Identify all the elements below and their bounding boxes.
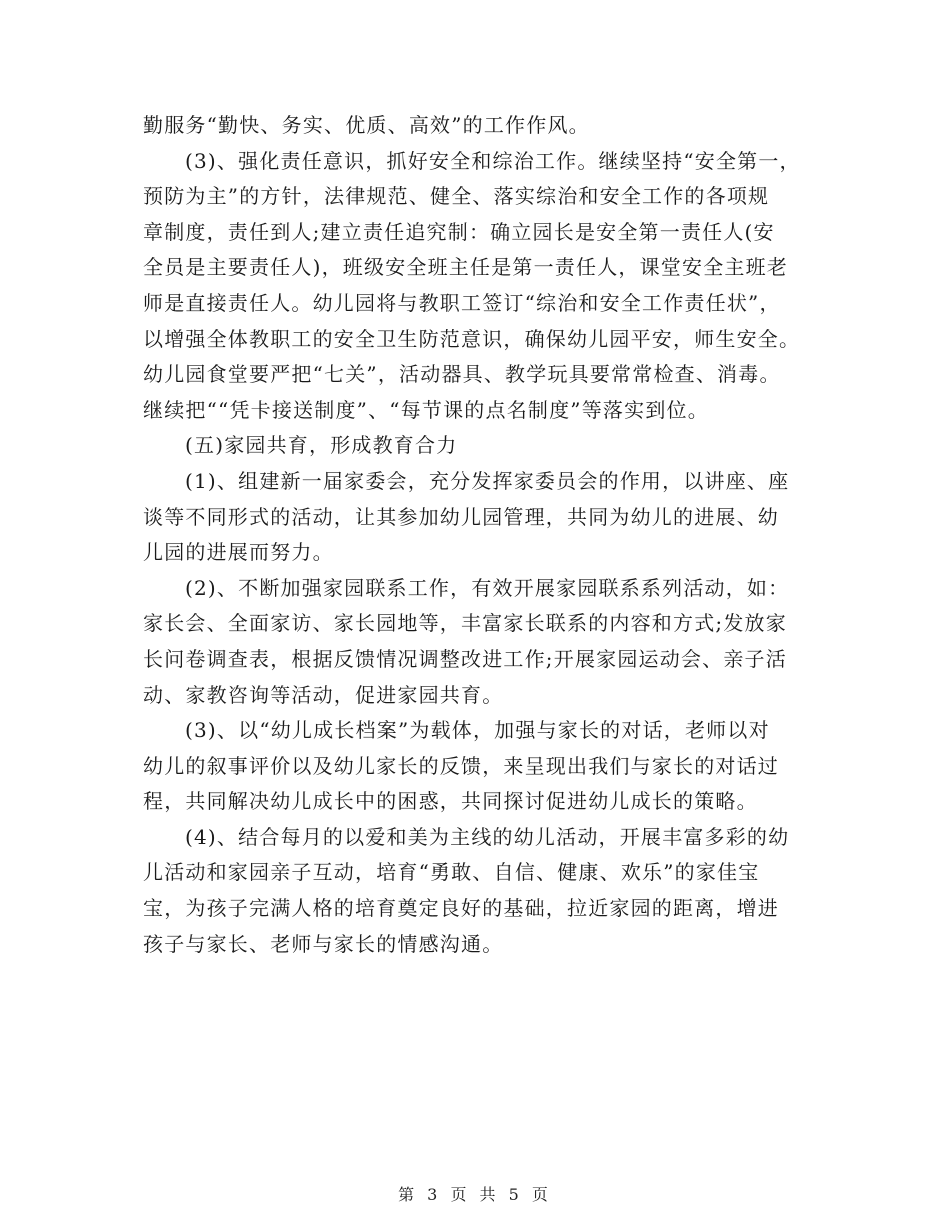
page-footer: 第 3 页 共 5 页 xyxy=(398,1185,552,1204)
paragraph-line: 幼儿园食堂要严把“七关”，活动器具、教学玩具要常常检查、消毒。 xyxy=(143,362,781,387)
paragraph-line: 儿活动和家园亲子互动，培育“勇敢、自信、健康、欢乐”的家佳宝 xyxy=(143,860,760,885)
paragraph-line: 继续把““凭卡接送制度”、“每节课的点名制度”等落实到位。 xyxy=(143,397,709,422)
paragraph-line: 程，共同解决幼儿成长中的困惑，共同探讨促进幼儿成长的策略。 xyxy=(143,789,758,814)
paragraph-line: 师是直接责任人。幼儿园将与教职工签订“综治和安全工作责任状”， xyxy=(143,290,781,315)
paragraph-first-line: (1)、组建新一届家委会，充分发挥家委员会的作用，以讲座、座 xyxy=(185,468,790,493)
paragraph-line: 谈等不同形式的活动，让其参加幼儿园管理，共同为幼儿的进展、幼 xyxy=(143,504,779,529)
paragraph-first-line: (2)、不断加强家园联系工作，有效开展家园联系系列活动，如： xyxy=(185,575,790,600)
paragraph-first-line: (3)、强化责任意识，抓好安全和综治工作。继续坚持“安全第一， xyxy=(185,148,801,173)
paragraph-line: 宝，为孩子完满人格的培育奠定良好的基础，拉近家园的距离，增进 xyxy=(143,896,779,921)
paragraph-line: 动、家教咨询等活动，促进家园共育。 xyxy=(143,682,504,707)
paragraph-line: 长问卷调查表，根据反馈情况调整改进工作;开展家园运动会、亲子活 xyxy=(143,646,787,671)
paragraph-line: 预防为主”的方针，法律规范、健全、落实综治和安全工作的各项规 xyxy=(143,184,770,209)
paragraph-first-line: (4)、结合每月的以爱和美为主线的幼儿活动，开展丰富多彩的幼 xyxy=(185,824,790,849)
paragraph-line: 勤服务“勤快、务实、优质、高效”的工作作风。 xyxy=(143,113,590,137)
paragraph-first-line: (五)家园共育，形成教育合力 xyxy=(185,433,458,458)
document-body xyxy=(143,108,843,962)
paragraph-line: 家长会、全面家访、家长园地等，丰富家长联系的内容和方式;发放家 xyxy=(143,611,787,636)
paragraph-line: 孩子与家长、老师与家长的情感沟通。 xyxy=(143,931,504,956)
paragraph-line: 章制度，责任到人;建立责任追究制：确立园长是安全第一责任人(安 xyxy=(143,219,775,244)
paragraph-line: 儿园的进展而努力。 xyxy=(143,540,334,565)
paragraph-first-line: (3)、以“幼儿成长档案”为载体，加强与家长的对话，老师以对 xyxy=(185,718,770,743)
paragraph-line: 以增强全体教职工的安全卫生防范意识，确保幼儿园平安，师生安全。 xyxy=(143,326,801,351)
paragraph-line: 全员是主要责任人)，班级安全班主任是第一责任人，课堂安全主班老 xyxy=(143,255,789,280)
paragraph-line: 幼儿的叙事评价以及幼儿家长的反馈，来呈现出我们与家长的对话过 xyxy=(143,753,779,778)
